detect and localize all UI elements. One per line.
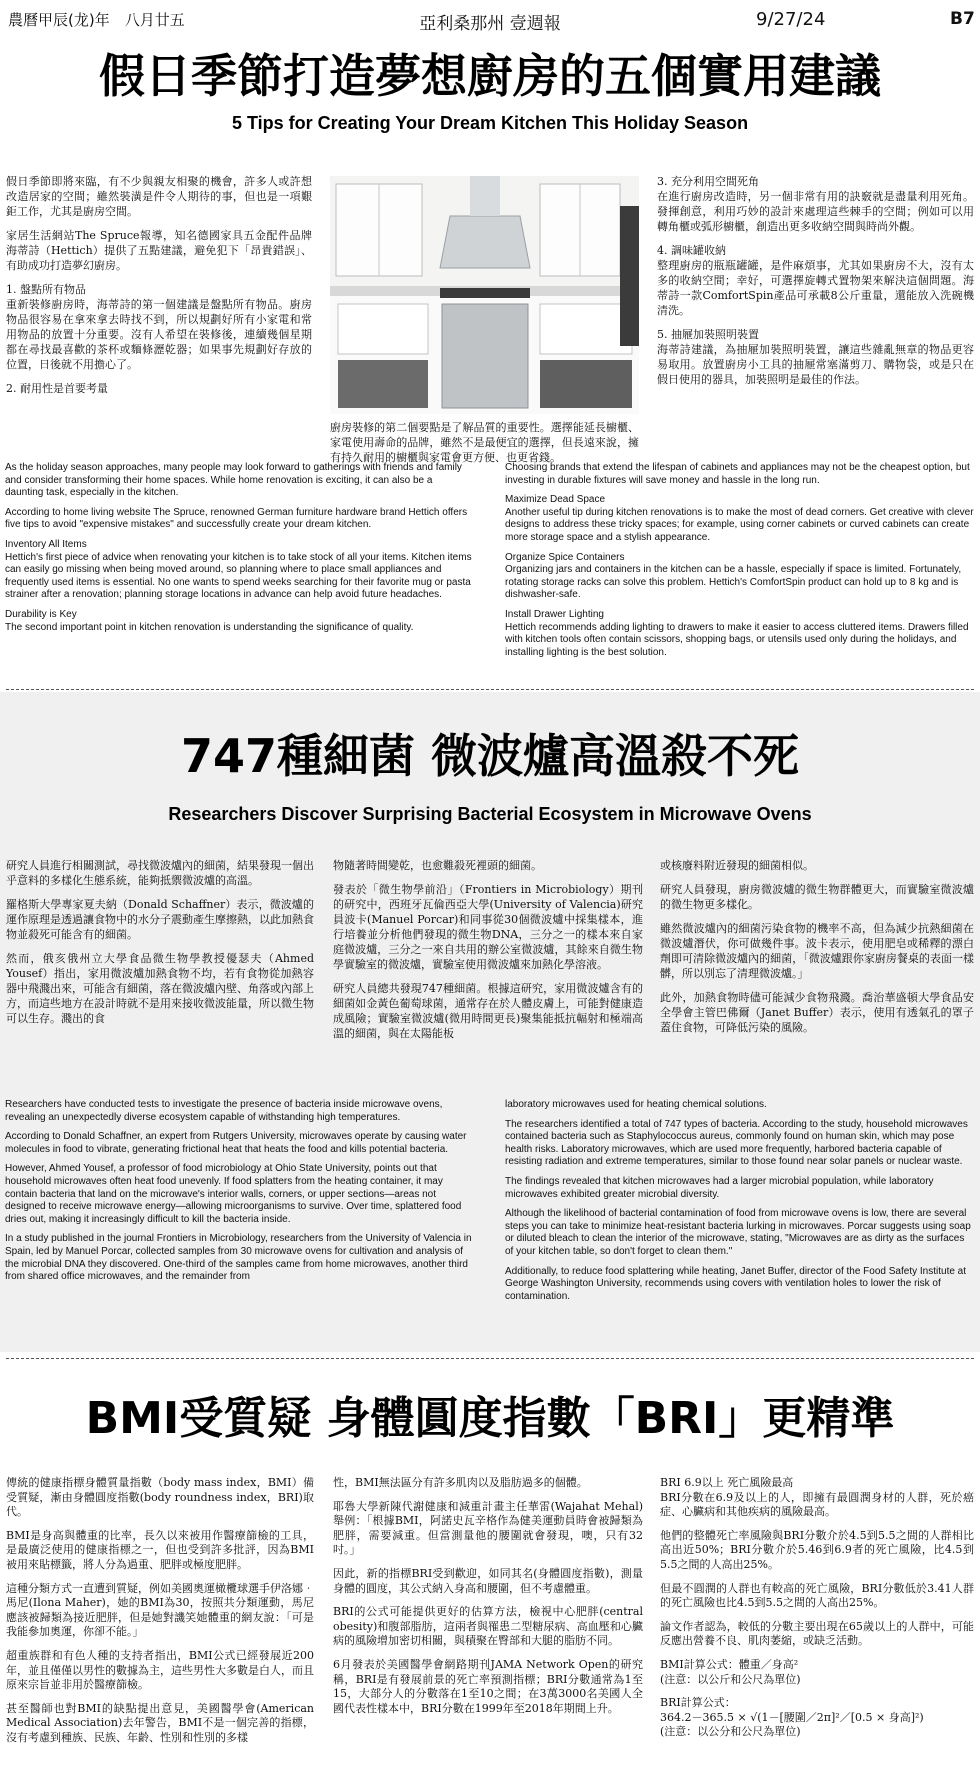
paragraph: In a study published in the journal Frontiers in Microbiology, researchers from the University of Valencia in Spain, led by Manuel Porcar, collected samples from 30 microwave ovens for cultivation and analysis of the microbial DNA they discovered. One-third of the samples came from home microwaves, another third from shared office microwaves, and the remainder from bbox=[5, 1233, 472, 1283]
article1-zh-column-3 bbox=[657, 174, 974, 396]
paragraph: Durability is Key The second important point in kitchen renovation is understanding the significance of quality. bbox=[5, 608, 414, 633]
paragraph: 論文作者認為，較低的分數主要出現在65歲以上的人群中，可能反應出營養不良、肌肉萎縮，或缺乏活動。 bbox=[660, 1619, 974, 1648]
paragraph: Additionally, to reduce food splattering while heating, Janet Buffer, director of the Food Safety Institute at George Washington University, recommends using covers with ventilation holes to lower the risk of contamination. bbox=[505, 1265, 967, 1302]
paragraph: 然而，俄亥俄州立大學食品微生物學教授優瑟夫（Ahmed Yousef）指出，家用微波爐加熱食物不均，若有食物從加熱容器中飛濺出來，可能含有細菌，落在微波爐內壁、角落或內部上方，而這些地方在設計時就不是用來接收微波能量，所以微生物可以生存。濺出的食 bbox=[6, 952, 314, 1025]
article2-zh-column-1 bbox=[6, 858, 314, 1035]
paragraph: Organize Spice Containers Organizing jars and containers in the kitchen can be a hassle, especially if space is limited. Fortunately, rotating storage racks can solve this problem. Hettich's ComfortSpin product can hold up to 8 kg and is dishwasher-safe. bbox=[505, 551, 962, 601]
paragraph: 因此，新的指標BRI受到歡迎，如同其名(身體圓度指數)，測量身體的圓度，其公式納入身高和腰圍，但不考慮體重。 bbox=[333, 1566, 643, 1595]
paragraph: BRI的公式可能提供更好的估算方法，檢視中心肥胖(central obesity)和腹部脂肪，這兩者與罹患二型糖尿病、高血壓和心臟病的風險增加密切相關，與積聚在臀部和大腿的脂肪不同。 bbox=[333, 1605, 643, 1648]
article2-headline: 747種細菌 微波爐高溫殺不死 bbox=[180, 729, 800, 783]
paragraph: 超重族群和有色人種的支持者指出，BMI公式已經發展近200年，並且僅僅以男性的數據為主，這些男性大多數是白人，而且原來宗旨並非用於醫療篩檢。 bbox=[6, 1648, 314, 1692]
article2-zh-column-2 bbox=[333, 858, 643, 1050]
page-number: B7 bbox=[950, 9, 975, 29]
paragraph: 這種分類方式一直遭到質疑，例如美國奧運橄欖球選手伊洛娜‧馬尼(Ilona Maher)，她的BMI為30，按照共分類運動，馬尼應該被歸類為接近肥胖，但是她對譏笑她體重的網友說：「可是我能參加奧運，你卻不能。」 bbox=[6, 1581, 314, 1639]
issue-date: 9/27/24 bbox=[756, 9, 826, 30]
article1-en-left bbox=[5, 462, 473, 641]
article3-zh-column-3 bbox=[660, 1476, 974, 1749]
section-divider bbox=[6, 689, 974, 690]
paragraph: 研究人員進行相關測試，尋找微波爐內的細菌，結果發現一個出乎意料的多樣化生態系統，能夠抵禦微波爐的高溫。 bbox=[6, 859, 314, 887]
paragraph: 4. 調味罐收納 整理廚房的瓶瓶罐罐，是件麻煩事，尤其如果廚房不大，沒有太多的收納空間；幸好，可選擇旋轉式置物架來解決這個問題。海蒂詩一款ComfortSpin產品可承載8公斤重量，還能放入洗碗機清洗。 bbox=[657, 244, 974, 317]
paragraph: 此外，加熱食物時儘可能減少食物飛濺。喬治華盛頓大學食品安全學會主管巴佛爾（Janet Buffer）表示，使用有透氣孔的罩子蓋住食物，可降低污染的風險。 bbox=[660, 991, 974, 1034]
paragraph: Inventory All Items Hettich's first piece of advice when renovating your kitchen is to take stock of all your items. Kitchen items can easily go missing when being moved around, so planning where to place small appliances and frequently used items is essential. No one wants to spend weeks searching for their favorite mug or pasta strainer after a renovation; planning storage locations in advance can help avoid future headaches. bbox=[5, 538, 472, 601]
article3-zh-column-2 bbox=[333, 1476, 643, 1725]
paragraph: Install Drawer Lighting Hettich recommends adding lighting to drawers to make it easier to access cluttered items. Drawers filled with kitchen tools often contain scissors, shopping bags, or utensils used only during the holidays, and installing lighting is the best solution. bbox=[505, 608, 969, 658]
paragraph: 或核廢料附近發現的細菌相似。 bbox=[660, 859, 814, 872]
paragraph: 3. 充分利用空間死角 在進行廚房改造時，另一個非常有用的訣竅就是盡量利用死角。發揮創意，利用巧妙的設計來處理這些棘手的空間；例如可以用轉角櫃或弧形櫥櫃，創造出更多收納空間與時尚外觀。 bbox=[657, 175, 974, 233]
paragraph: BMI是身高與體重的比率，長久以來被用作醫療篩檢的工具，是最廣泛使用的健康指標之一，但也受到許多批評，因為BMI被用來貼標籤，將人分為過重、肥胖或極度肥胖。 bbox=[6, 1528, 314, 1571]
paragraph: Researchers have conducted tests to investigate the presence of bacteria inside microwave ovens, revealing an unexpectedly diverse ecosystem capable of withstanding high temperatures. bbox=[5, 1099, 443, 1123]
article2-zh-column-3 bbox=[660, 858, 974, 1044]
paragraph: Choosing brands that extend the lifespan of cabinets and appliances may not be the cheapest option, but investing in durable fixtures will save money and hassle in the long run. bbox=[505, 462, 970, 486]
paragraph: 甚至醫師也對BMI的缺點提出意見，美國醫學會(American Medical Association)去年警告，BMI不是一個完善的指標，沒有考慮到種族、民族、年齡、性別和性別的多樣 bbox=[6, 1701, 314, 1744]
paragraph: The researchers identified a total of 747 types of bacteria. According to the study, household microwaves contained bacteria such as Staphylococcus aureus, commonly found on human skin, which may pose health risks. Laboratory microwaves, which are used more frequently, harbored bacteria capable of resisting radiation and extreme temperatures, similar to those found near solar panels or nuclear waste. bbox=[505, 1118, 968, 1168]
paragraph: 6月發表於美國醫學會網路期刊JAMA Network Open的研究稱，BRI是有發展前景的死亡率預測指標；BRI分數通常為1至15，大部分人的分數落在1至10之間；在3萬3000名美國人全國代表性樣本中，BRI分數在1999年至2018年期間上升。 bbox=[333, 1657, 643, 1715]
article2-en-left bbox=[5, 1099, 473, 1291]
paper-name: 亞利桑那州 壹週報 bbox=[419, 14, 561, 34]
paragraph: 研究人員總共發現747種細菌。根據這研究，家用微波爐含有的細菌如金黃色葡萄球菌，通常存在於人體皮膚上，可能對健康造成風險；實驗室微波爐(微用時間更長)聚集能抵抗輻射和極端高溫的細菌，與在太陽能板 bbox=[333, 982, 643, 1040]
paragraph: The findings revealed that kitchen microwaves had a larger microbial population, while laboratory microwaves exhibited greater microbial diversity. bbox=[505, 1175, 934, 1200]
paragraph: 物隨著時間變乾，也愈難殺死裡頭的細菌。 bbox=[333, 859, 542, 872]
paragraph: 研究人員發現，廚房微波爐的微生物群體更大，而實驗室微波爐的微生物更多樣化。 bbox=[660, 883, 974, 911]
article1-zh-column-2: 廚房裝修的第二個要點是了解品質的重要性。選擇能延長櫥櫃、家電使用壽命的品牌，雖然不是最便宜的選擇，但長遠來說，擁有持久耐用的櫥櫃與家電會更方便、也更省錢。 bbox=[330, 421, 639, 464]
paragraph: 家居生活網站The Spruce報導，知名德國家具五金配件品牌海蒂詩（Hettich）提供了五點建議，避免犯下「昂貴錯誤」、有助成功打造夢幻廚房。 bbox=[6, 229, 312, 272]
paragraph: According to Donald Schaffner, an expert from Rutgers University, microwaves operate by causing water molecules in food to vibrate, generating frictional heat that heats the food and kills potential bacteria. bbox=[5, 1131, 467, 1155]
paragraph: However, Ahmed Yousef, a professor of food microbiology at Ohio State University, points out that household microwaves often heat food unevenly. If food splatters from the heating container, it may contain bacteria that land on the microwave's interior walls, corners, or upper sections—areas not designed to receive microwave energy—allowing microorganisms to survive. Over time, splattered food dries out, making it increasingly difficult to kill the bacteria inside. bbox=[5, 1163, 462, 1225]
paragraph: 假日季節即將來臨，有不少與親友相聚的機會，許多人或許想改造居家的空間；雖然裝潢是件令人期待的事，但也是一項艱鉅工作，尤其是廚房空間。 bbox=[6, 175, 312, 218]
paragraph: 但最不圓潤的人群也有較高的死亡風險，BRI分數低於3.41人群的死亡風險也比4.5到5.5之間的人高出25%。 bbox=[660, 1581, 974, 1610]
paragraph: Maximize Dead Space Another useful tip during kitchen renovations is to make the most of dead corners. Get creative with clever designs to address these tricky spaces; for example, using corner cabinets or curved cabinets can create more storage space and a stylish appearance. bbox=[505, 494, 974, 543]
article2-en-right bbox=[505, 1099, 975, 1310]
paragraph: laboratory microwaves used for heating chemical solutions. bbox=[505, 1099, 767, 1110]
paragraph: 發表於「微生物學前沿」（Frontiers in Microbiology）期刊的研究中，西班牙瓦倫西亞大學(University of Valencia)研究員波卡(Manuel Porcar)和同事從30個微波爐中採集樣本，進行培養並分析他們發現的微生物DNA，三分之一的樣本來自家庭微波爐，三分之一來自共用的辦公室微波爐，其餘來自微生物學實驗室的微波爐，實驗室使用微波爐來加熱化學溶液。 bbox=[333, 883, 643, 971]
article3-zh-column-1 bbox=[6, 1476, 314, 1755]
article1-subheadline: 5 Tips for Creating Your Dream Kitchen This Holiday Season bbox=[231, 113, 749, 133]
paragraph: 雖然微波爐內的細菌污染食物的機率不高，但為減少抗熱細菌在微波爐潛伏，你可做幾件事。波卡表示，使用肥皂或稀釋的漂白劑即可清除微波爐內的細菌，「微波爐跟你家廚房餐桌的表面一樣髒，所以別忘了清理微波爐。」 bbox=[660, 922, 974, 980]
paragraph: 1. 盤點所有物品 重新裝修廚房時，海蒂詩的第一個建議是盤點所有物品。廚房物品很容易在拿來拿去時找不到，所以規劃好所有小家電和常用物品的放置十分重要。沒有人希望在裝修後，連續幾個星期都在尋找最喜歡的茶杯或麵條瀝乾器；如果事先規劃好存放的位置，日後就不用擔心了。 bbox=[6, 283, 312, 371]
paragraph: 性，BMI無法區分有許多肌肉以及脂肪過多的個體。 bbox=[333, 1476, 588, 1489]
paragraph: 5. 抽屜加裝照明裝置 海蒂詩建議，為抽屜加裝照明裝置，讓這些雜亂無章的物品更容易取用。放置廚房小工具的抽屜常塞滿剪刀、購物袋，或是只在假日使用的器具，加裝照明是最佳的作法。 bbox=[657, 328, 974, 386]
paragraph: BRI 6.9以上 死亡風險最高 BRI分數在6.9及以上的人，即擁有最圓潤身材的人群，死於癌症、心臟病和其他疾病的風險最高。 bbox=[660, 1476, 974, 1519]
bri-formula: BRI計算公式： 364.2－365.5 × √(1－[腰圍／2π]²／[0.5 × 身高]²) (注意：以公分和公尺為單位) bbox=[660, 1696, 924, 1739]
article3-headline: BMI受質疑 身體圓度指數「BRI」更精準 bbox=[85, 1393, 895, 1444]
article2-subheadline: Researchers Discover Surprising Bacterial Ecosystem in Microwave Ovens bbox=[168, 804, 812, 824]
article1-headline: 假日季節打造夢想廚房的五個實用建議 bbox=[99, 49, 881, 103]
article1-zh-column-1 bbox=[6, 174, 312, 405]
paragraph: 傳統的健康指標身體質量指數（body mass index，BMI）備受質疑，漸由身體圓度指數(body roundness index，BRI)取代。 bbox=[6, 1476, 314, 1519]
section-divider bbox=[6, 1358, 974, 1359]
masthead bbox=[0, 0, 980, 40]
paragraph: 他們的整體死亡率風險與BRI分數介於4.5到5.5之間的人群相比高出近50%；BRI分數介於5.46到6.9者的死亡風險，比4.5到5.5之間的人高出25%。 bbox=[660, 1528, 974, 1571]
paragraph: 2. 耐用性是首要考量 bbox=[6, 382, 108, 395]
lunar-date: 農曆甲辰(龙)年 八月廿五 bbox=[8, 11, 185, 29]
paragraph: 羅格斯大學專家夏夫納（Donald Schaffner）表示，微波爐的運作原理是透過讓食物中的水分子震動產生摩擦熱，以此加熱食物並殺死可能含有的細菌。 bbox=[6, 898, 314, 941]
paragraph: Although the likelihood of bacterial contamination of food from microwave ovens is low, there are several steps you can take to minimize heat-resistant bacteria lurking in microwaves. Porcar suggests using soap or diluted bleach to clean the interior of the microwave, stating, "Microwaves are as dirty as the surfaces of your kitchen table, so don't forget to clean them." bbox=[505, 1208, 971, 1257]
paragraph: As the holiday season approaches, many people may look forward to gatherings with friends and family and consider transforming their home spaces. While home renovation is exciting, it can also be a daunting task, especially in the kitchen. bbox=[5, 462, 462, 499]
kitchen-photo bbox=[330, 176, 639, 414]
bmi-formula: BMI計算公式：體重／身高² (注意：以公斤和公尺為單位) bbox=[660, 1657, 801, 1686]
paragraph: 耶魯大學新陳代謝健康和減重計畫主任華雷(Wajahat Mehal)舉例：「根據BMI，阿諾史瓦辛格作為健美運動員時會被歸類為肥胖，需要減重。但當測量他的腰圍就會發現，噢，只有32吋。」 bbox=[333, 1499, 643, 1557]
paragraph: According to home living website The Spruce, renowned German furniture hardware brand Hettich offers five tips to avoid "expensive mistakes" and successfully create your dream kitchen. bbox=[5, 506, 468, 531]
article1-en-right bbox=[505, 462, 975, 666]
